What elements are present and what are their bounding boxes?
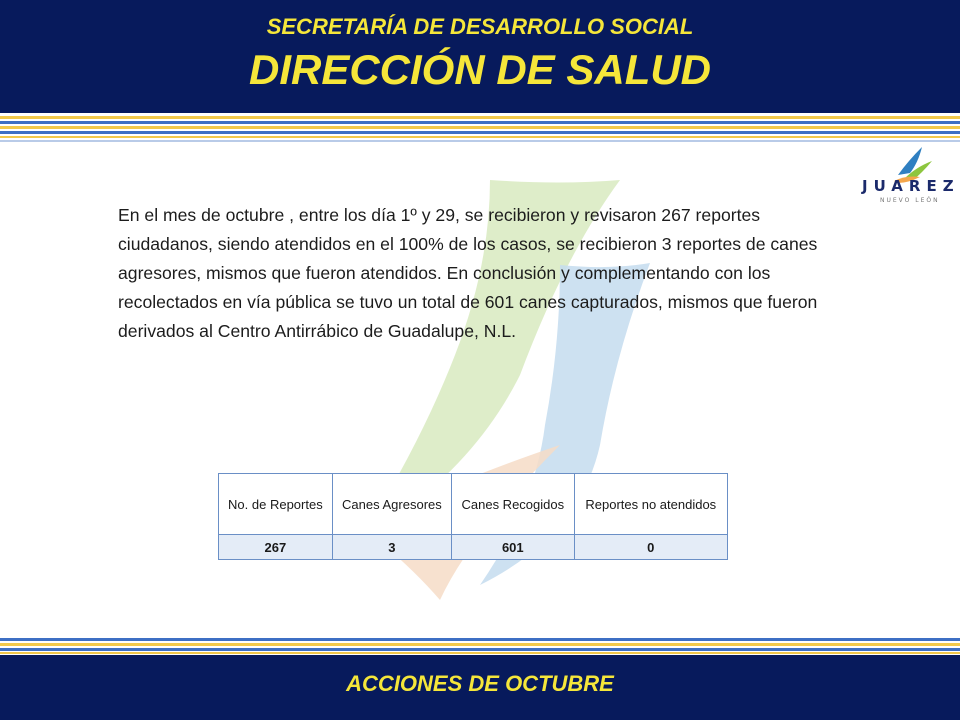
column-header-no-atendidos: Reportes no atendidos (574, 474, 727, 535)
juarez-logo (856, 143, 960, 213)
cell-recogidos: 601 (452, 535, 574, 560)
cell-agresores: 3 (332, 535, 451, 560)
page-title: DIRECCIÓN DE SALUD (248, 46, 712, 93)
column-header-agresores: Canes Agresores (332, 474, 451, 535)
table-row (219, 535, 728, 560)
header-banner (0, 0, 960, 113)
column-header-recogidos: Canes Recogidos (452, 474, 574, 535)
logo-wordmark: JUAREZ (862, 177, 960, 195)
footer-title: ACCIONES DE OCTUBRE (346, 671, 614, 696)
table-header-row (219, 474, 728, 535)
header-stripes (0, 113, 960, 145)
department-subtitle: SECRETARÍA DE DESARROLLO SOCIAL (266, 14, 694, 39)
summary-paragraph: En el mes de octubre , entre los día 1º y 29, se recibieron y revisaron 267 reportes ciudadanos, siendo atendidos en el 100% de los casos, se recibieron 3 reportes de canes agresores, mismos que fueron atendidos. En conclusión y complementando con los recolectados en vía pública se tuvo un total de 601 canes capturados, mismos que fueron derivados al Centro Antirrábico de Guadalupe, N.L. (118, 205, 818, 341)
cell-reportes: 267 (219, 535, 333, 560)
footer-stripes (0, 636, 960, 656)
summary-table (218, 473, 728, 560)
cell-no-atendidos: 0 (574, 535, 727, 560)
logo-tagline: NUEVO LEÓN (880, 197, 940, 204)
column-header-reportes: No. de Reportes (219, 474, 333, 535)
footer-banner (0, 655, 960, 720)
